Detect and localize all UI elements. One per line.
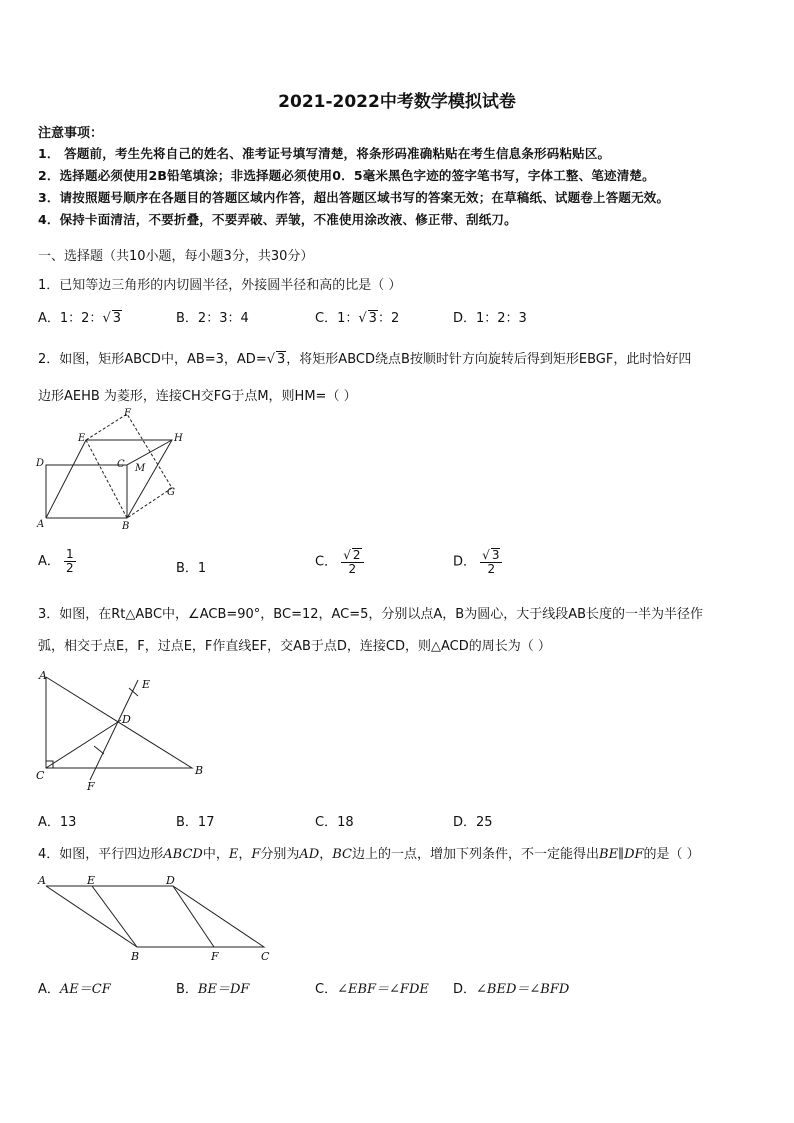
label-C: C: [36, 769, 45, 782]
q3-option-a[interactable]: A．13: [38, 815, 77, 830]
q2-option-c[interactable]: C． $\frac{√ 2}{2}$: [315, 548, 364, 576]
label-C: C: [117, 459, 125, 470]
label-D: D: [166, 874, 175, 887]
q3-figure: [34, 668, 214, 793]
q3-option-c[interactable]: C．18: [315, 815, 354, 830]
label-G: G: [167, 487, 175, 498]
q3-option-b[interactable]: B．17: [176, 815, 215, 830]
seg-cd: [46, 720, 121, 768]
note-item: 1． 答题前，考生先将自己的姓名、准考证号填写清楚，将条形码准确粘贴在考生信息条形码粘贴区。: [38, 146, 611, 161]
label-B: B: [131, 950, 140, 963]
label-D: D: [122, 713, 131, 726]
q4-figure: [34, 872, 279, 967]
label-A: A: [38, 874, 46, 887]
seg-df: [173, 886, 214, 947]
sqrt-sign: √: [102, 311, 111, 326]
label-A: A: [39, 669, 47, 682]
label-F: F: [87, 780, 95, 793]
q4-option-b[interactable]: B．BE＝DF: [176, 982, 250, 997]
q4-option-a[interactable]: A．AE＝CF: [38, 982, 111, 997]
q1-option-a[interactable]: A．1：2：√ 3: [38, 311, 122, 326]
label-M: M: [135, 463, 146, 474]
question-2-stem-line2: 边形AEHB 为菱形，连接CH交FG于点M，则HM=（ ）: [38, 389, 357, 404]
q4-option-c[interactable]: C．∠EBF＝∠FDE: [315, 982, 429, 997]
sqrt-sign: √: [358, 311, 367, 326]
question-1-stem: 1．已知等边三角形的内切圆半径，外接圆半径和高的比是（ ）: [38, 278, 402, 293]
question-3-stem-line1: 3．如图，在Rt△ABC中，∠ACB=90°，BC=12，AC=5，分别以点A，B为圆心，大于线段AB长度的一半为半径作: [38, 607, 704, 622]
question-3-stem-line2: 弧，相交于点E，F，过点E，F作直线EF，交AB于点D，连接CD，则△ACD的周长为（ ）: [38, 639, 551, 654]
q4-option-d[interactable]: D．∠BED＝∠BFD: [453, 982, 570, 997]
q2-option-d[interactable]: D． $\frac{√ 3}{2}$: [453, 548, 502, 576]
rect-ebgf: [86, 414, 172, 518]
q1-option-d[interactable]: D．1：2：3: [453, 311, 527, 326]
q2-option-b[interactable]: B．1: [176, 561, 207, 576]
note-item: 4．保持卡面清洁，不要折叠，不要弄破、弄皱，不准使用涂改液、修正带、刮纸刀。: [38, 212, 517, 227]
question-2-stem-line1: 2．如图，矩形ABCD中，AB=3，AD=√ 3，将矩形ABCD绕点B按顺时针方向旋转后得到矩形EBGF，此时恰好四: [38, 352, 692, 367]
label-C: C: [261, 950, 270, 963]
rhombus-aehb: [46, 440, 172, 518]
page-title: 2021-2022中考数学模拟试卷: [278, 92, 516, 112]
label-B: B: [122, 521, 130, 530]
label-H: H: [174, 433, 183, 444]
section-heading: 一、选择题（共10小题，每小题3分，共30分）: [38, 249, 314, 264]
label-F: F: [124, 408, 131, 419]
q2-option-a[interactable]: A． $\frac{1}{2}$: [38, 547, 74, 576]
seg-be: [92, 886, 137, 947]
notes-heading: 注意事项：: [38, 126, 104, 141]
question-4-stem: 4．如图，平行四边形ABCD中，E，F分别为AD，BC边上的一点，增加下列条件，不一定能得出BE∥DF的是（ ）: [38, 847, 700, 862]
label-B: B: [195, 764, 204, 777]
arc-mark-f: [94, 746, 104, 754]
rect-abcd: [46, 465, 127, 518]
q1-option-c[interactable]: C．1：√ 3：2: [315, 311, 400, 326]
label-A: A: [37, 519, 45, 530]
q3-option-d[interactable]: D．25: [453, 815, 493, 830]
note-item: 3．请按照题号顺序在各题目的答题区域内作答，超出答题区域书写的答案无效；在草稿纸、试题卷上答题无效。: [38, 190, 670, 205]
label-F: F: [211, 950, 219, 963]
seg-eb: [86, 440, 127, 518]
q2-figure: [34, 405, 184, 530]
note-item: 2．选择题必须使用2B铅笔填涂；非选择题必须使用0．5毫米黑色字迹的签字笔书写，字体工整、笔迹清楚。: [38, 168, 655, 183]
label-E: E: [142, 678, 151, 691]
label-E: E: [78, 433, 86, 444]
label-E: E: [87, 874, 96, 887]
label-D: D: [36, 458, 45, 469]
q1-option-b[interactable]: B．2：3：4: [176, 311, 249, 326]
parallelogram-abcd: [46, 886, 264, 947]
